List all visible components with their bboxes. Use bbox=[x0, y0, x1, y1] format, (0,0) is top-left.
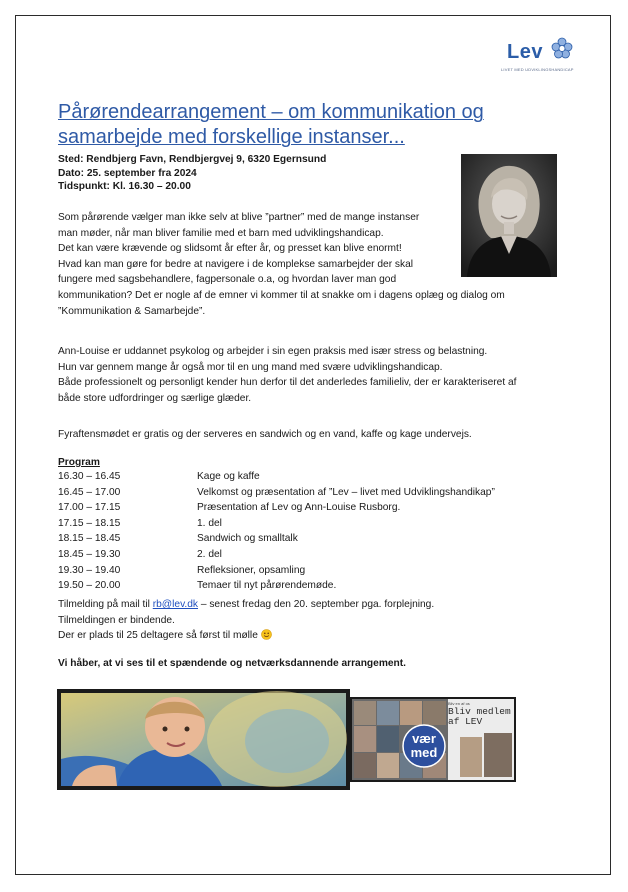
program-desc: Refleksioner, opsamling bbox=[197, 564, 306, 576]
vaer-med-badge bbox=[402, 724, 446, 768]
program-time: 17.15 – 18.15 bbox=[58, 517, 121, 529]
text-line: kommunikation? Det er nogle af de emner vi kommer til at snakke om i dagens oplæg og dialog om bbox=[58, 289, 505, 301]
signup-prefix: Tilmelding på mail til bbox=[58, 599, 153, 610]
lev-logo bbox=[499, 37, 579, 75]
meta-time: Tidspunkt: Kl. 16.30 – 20.00 bbox=[58, 181, 191, 192]
program-time: 16.45 – 17.00 bbox=[58, 486, 121, 498]
banner-title-line-2: af LEV bbox=[448, 716, 483, 727]
program-desc: Sandwich og smalltalk bbox=[197, 533, 298, 545]
banner-small-label: Bliv en af os bbox=[448, 701, 470, 706]
email-link[interactable]: rb@lev.dk bbox=[152, 599, 199, 610]
program-time: 18.45 – 19.30 bbox=[58, 548, 121, 560]
page-title: Pårørendearrangement – om kommunikation og samarbejde med forskellige instanser... bbox=[58, 101, 484, 148]
text-line: Hvad kan man gøre for bedre at navigere i de komplekse samarbejder der skal bbox=[58, 258, 414, 270]
program-heading: Program bbox=[58, 457, 100, 468]
membership-banner[interactable] bbox=[350, 697, 516, 782]
meta-date: Dato: 25. september fra 2024 bbox=[58, 167, 197, 179]
signup-section bbox=[58, 597, 434, 644]
program-time: 18.15 – 18.45 bbox=[58, 533, 121, 545]
text-line: Det kan være krævende og slidsomt år efter år, og presset kan blive enormt! bbox=[58, 243, 402, 255]
text-line: Både professionelt og personligt kender hun derfor til det anderledes familieliv, der er karakteriseret af bbox=[58, 377, 517, 389]
text-line: man møder, når man bliver familie med et barn med udviklingshandicap. bbox=[58, 227, 384, 239]
child-photo-banner bbox=[57, 689, 350, 790]
signup-line bbox=[58, 597, 434, 613]
banner-title bbox=[448, 707, 511, 727]
meta-location: Sted: Rendbjerg Favn, Rendbjergvej 9, 6320 Egernsund bbox=[58, 154, 327, 165]
badge-line-2: med bbox=[410, 745, 438, 760]
signup-capacity-line bbox=[58, 628, 434, 644]
speaker-paragraph bbox=[58, 344, 558, 406]
program-time: 19.30 – 19.40 bbox=[58, 564, 121, 576]
signup-capacity: Der er plads til 25 deltagere så først til mølle bbox=[58, 630, 261, 642]
badge-line-1: vær bbox=[412, 731, 436, 746]
text-line: Hun var gennem mange år også mor til en ung mand med svære udviklingshandicap. bbox=[58, 361, 443, 373]
program-desc: Kage og kaffe bbox=[197, 471, 260, 482]
program-desc: Præsentation af Lev og Ann-Louise Rusborg. bbox=[197, 502, 401, 514]
text-line: både store udfordringer og særlige glæder. bbox=[58, 392, 252, 404]
text-line: Fyraftensmødet er gratis og der serveres en sandwich og en vand, kaffe og kage undervejs. bbox=[58, 429, 472, 440]
signup-suffix: – senest fredag den 20. september pga. forplejning. bbox=[198, 599, 435, 610]
program-desc: Velkomst og præsentation af ”Lev – livet med Udviklingshandikap” bbox=[197, 486, 495, 498]
smiley-icon bbox=[261, 629, 272, 640]
text-line: ”Kommunikation & Samarbejde”. bbox=[58, 305, 206, 317]
text-line: Ann-Louise er uddannet psykolog og arbejder i sin egen praksis med især stress og belastning. bbox=[58, 346, 488, 357]
logo-word: Lev bbox=[507, 41, 543, 63]
text-line: Som pårørende vælger man ikke selv at blive ”partner” med de mange instanser bbox=[58, 212, 420, 223]
program-time: 17.00 – 17.15 bbox=[58, 502, 121, 514]
event-meta bbox=[58, 153, 326, 194]
banner-title-line-1: Bliv medlem bbox=[448, 706, 511, 717]
closing-statement: Vi håber, at vi ses til et spændende og netværksdannende arrangement. bbox=[58, 658, 406, 669]
text-line: fungere med sagsbehandlere, fagpersonale o.a, og hvordan laver man god bbox=[58, 274, 397, 286]
program-desc: 2. del bbox=[197, 548, 222, 560]
program-desc: 1. del bbox=[197, 517, 222, 529]
signup-binding-note: Tilmeldingen er bindende. bbox=[58, 614, 175, 626]
program-time: 16.30 – 16.45 bbox=[58, 471, 121, 482]
program-desc: Temaer til nyt pårørendemøde. bbox=[197, 580, 337, 592]
logo-tagline: LIVET MED UDVIKLINGSHANDICAP bbox=[501, 67, 574, 72]
flower-icon bbox=[551, 37, 573, 59]
program-time: 19.50 – 20.00 bbox=[58, 580, 121, 592]
catering-paragraph bbox=[58, 427, 558, 443]
intro-paragraph bbox=[58, 210, 558, 319]
